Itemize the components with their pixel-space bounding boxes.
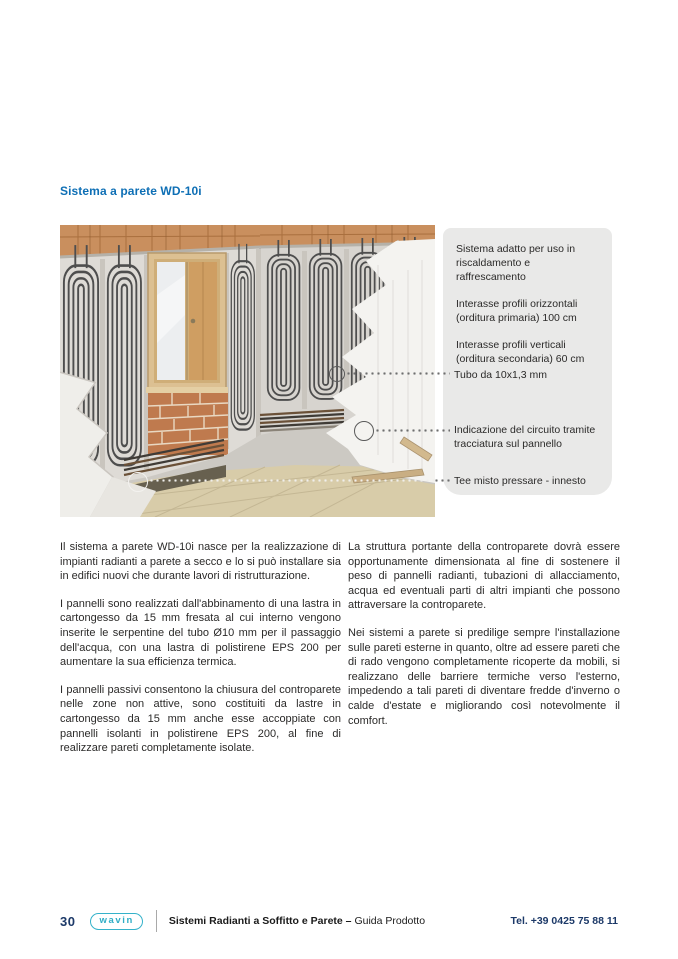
callout-marker-tee [128,472,148,492]
callout-label-tube: Tubo da 10x1,3 mm [454,369,547,381]
document-title-bold: Sistemi Radianti a Soffitto e Parete – [168,915,352,927]
info-item: Sistema adatto per uso in riscaldamento e raffrescamento [456,243,576,283]
footer-divider [156,910,157,932]
body-column-right [348,540,620,769]
paragraph: I pannelli sono realizzati dall'abbinamento di una lastra in cartongesso da 15 mm fresata al cui interno vengono inserite le serpentine del tubo Ø10 mm per il passaggio dell'acqua, con una lastra di polistirene EPS 200 per aumentare la sua efficienza termica. [60,597,341,669]
leader-line-tee [435,479,450,482]
callout-label-circuit: Indicazione del circuito tramite tracciatura sul pannello [454,424,596,450]
info-box [443,228,612,495]
figure-block [60,225,612,517]
page-title: Sistema a parete WD-10i [60,184,202,198]
paragraph: Il sistema a parete WD-10i nasce per la realizzazione di impianti radianti a parete a secco e lo si può installare sia in edifici nuovi che durante lavori di ristrutturazione. [60,541,341,583]
wall-system-illustration [60,225,435,517]
footer-phone: Tel. +39 0425 75 88 11 [510,915,618,927]
callout-marker-tube [329,366,345,382]
callout-marker-circuit [354,421,374,441]
paragraph: Nei sistemi a parete si predilige sempre l'installazione sulle pareti esterne in quanto, oltre ad essere pareti che di rado vengono completamente ricoperte da mobili, si realizzano delle barriere termiche verso l'esterno, impedendo a tali pareti di diventare fredde d'inverno o calde d'estate e migliorando così notevolmente il comfort. [348,626,620,727]
document-title-regular: Guida Prodotto [354,915,426,927]
paragraph: La struttura portante della controparete dovrà essere opportunamente dimensionata al fine di sostenere il peso di pannelli radianti, tubazioni di allacciamento, acqua ed eventuali parti di altri impianti che possono attraversare la controparete. [348,541,620,612]
document-title [169,915,425,927]
body-text [60,540,620,769]
paragraph: I pannelli passivi consentono la chiusura del controparete nelle zone non attive, sono costituiti da lastre in cartongesso da 15 mm anche esse accoppiate con pannelli isolanti in polistirene EPS 200, al fine di realizzare pareti completamente isolate. [60,683,341,755]
window-graphic [146,253,228,393]
page-footer [60,910,618,932]
info-item: Interasse profili orizzontali (orditura primaria) 100 cm [456,298,578,324]
body-column-left [60,540,341,769]
leader-line-tee-over-image [150,479,435,482]
leader-line-tube [347,372,450,375]
leader-line-circuit [376,429,450,432]
info-item: Interasse profili verticali (orditura secondaria) 60 cm [456,339,585,365]
wavin-logo: wavin [90,913,142,930]
callout-label-tee: Tee misto pressare - innesto [454,475,586,487]
page-number: 30 [60,913,76,929]
